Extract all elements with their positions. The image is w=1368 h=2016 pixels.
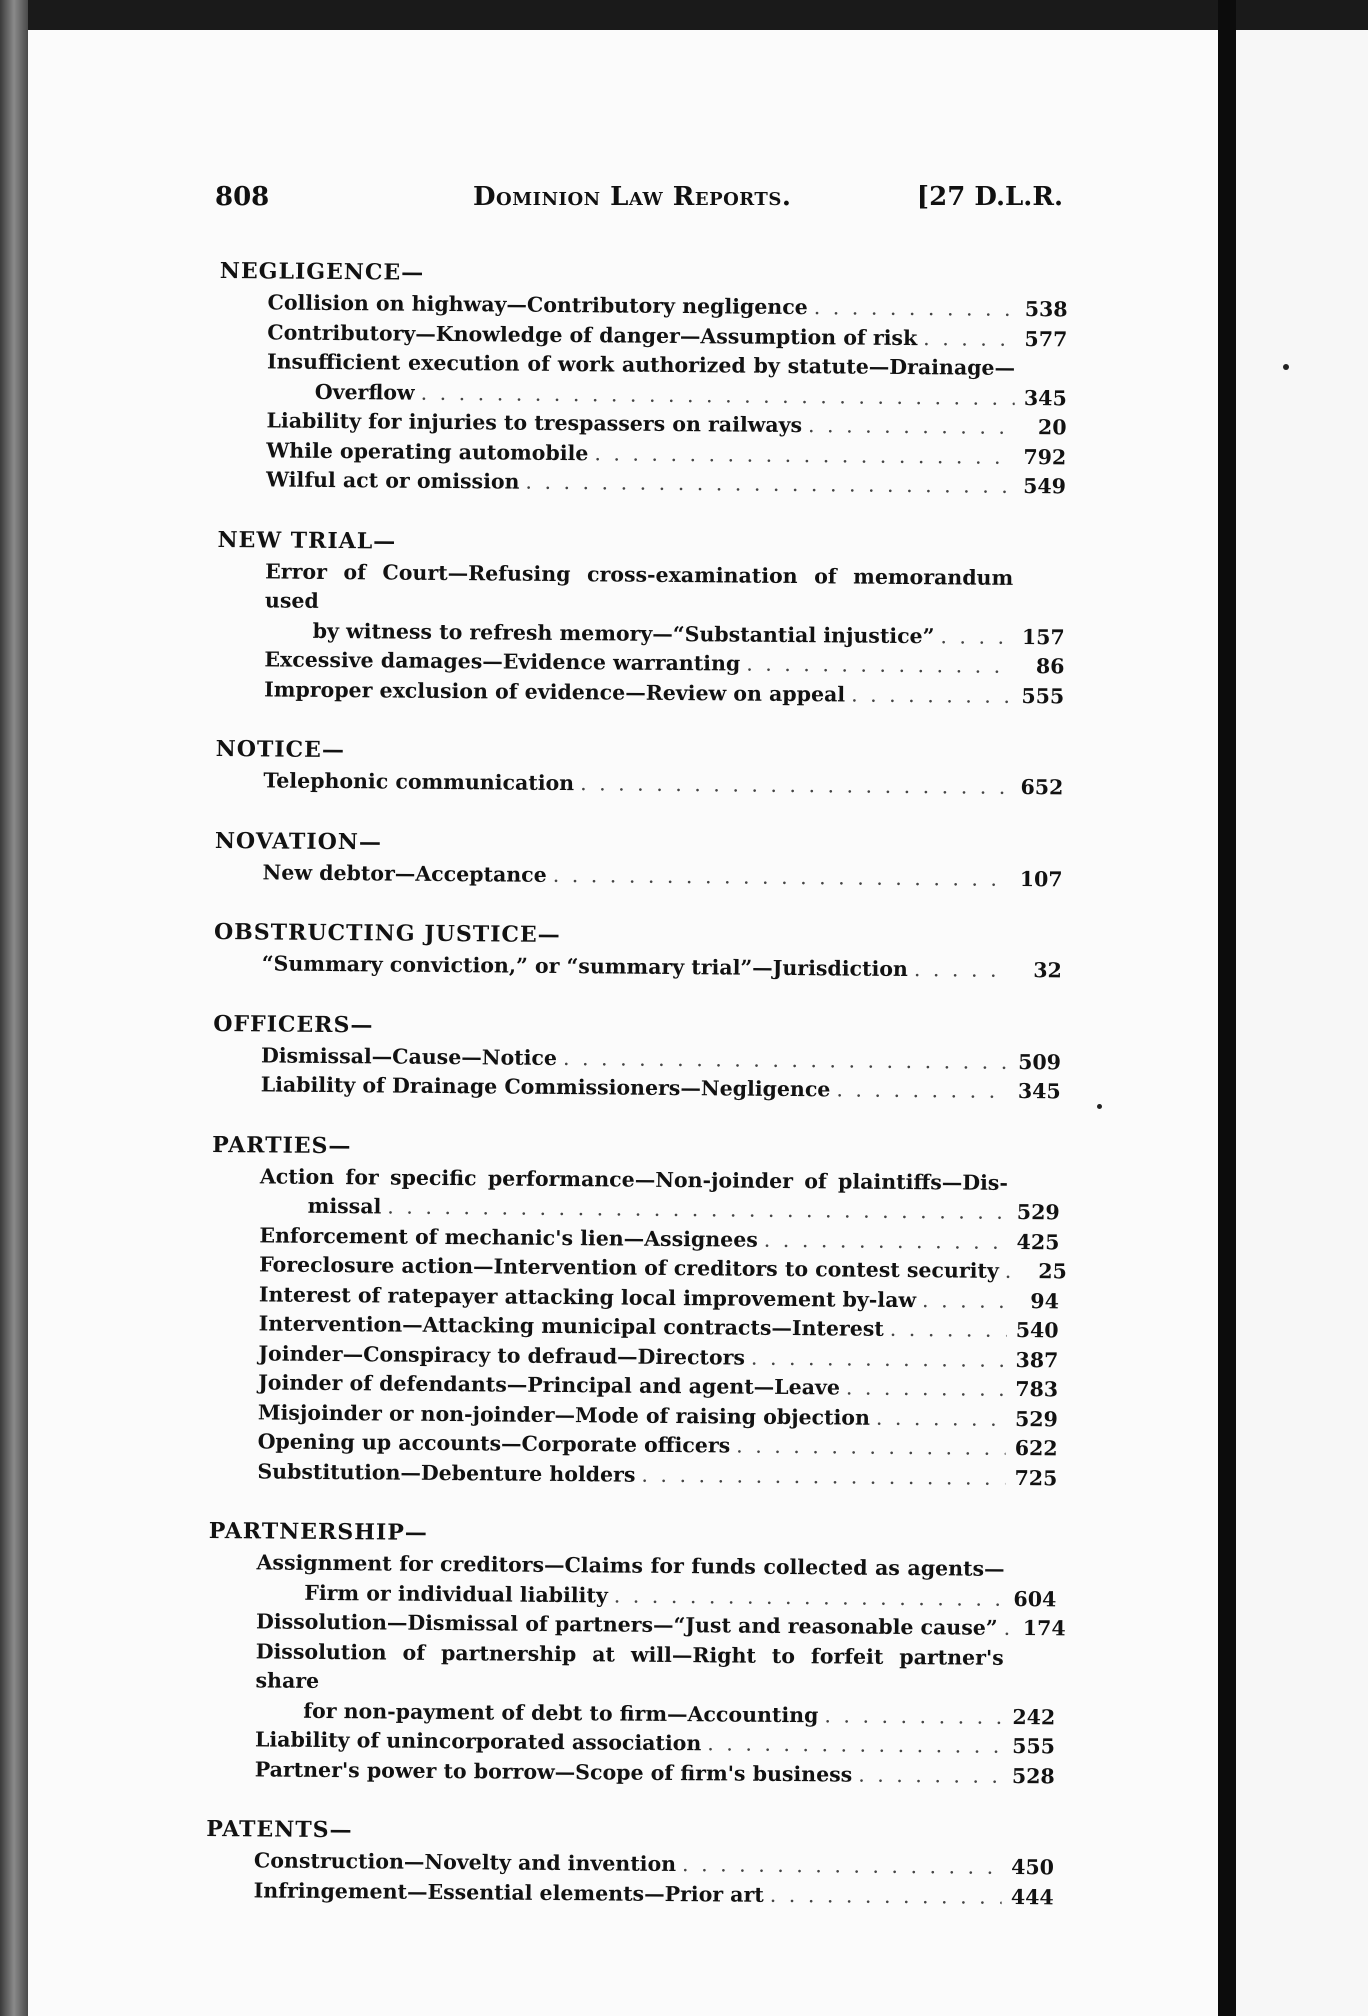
page-reference: 555 [1021, 683, 1065, 708]
dot-leader [614, 1581, 1005, 1614]
entry-text: Dissolution—Dismissal of partners—“Just and reasonable cause” [255, 1609, 998, 1640]
dot-leader [751, 1343, 1007, 1375]
entry-text: Misjoinder or non-joinder—Mode of raising objection [257, 1399, 871, 1430]
page-reference: 345 [1017, 1078, 1061, 1104]
index-section [214, 823, 1063, 894]
entry-text: Partner's power to borrow—Scope of firm's business [254, 1756, 853, 1787]
page-reference: 425 [1016, 1229, 1060, 1254]
facing-page-edge [1236, 30, 1368, 2016]
index-section [216, 522, 1066, 711]
page-reference: 528 [1011, 1763, 1055, 1788]
dot-leader [922, 1286, 1007, 1316]
section-heading: PATENTS— [206, 1815, 353, 1844]
index-section [209, 1127, 1067, 1493]
volume-reference: [27 D.L.R. [916, 182, 1063, 212]
index-entry [209, 1456, 1057, 1493]
section-heading: NEW TRIAL— [217, 526, 397, 555]
index-section [214, 915, 1063, 986]
index-section [213, 1006, 1062, 1106]
entry-text: Telephonic communication [263, 768, 575, 796]
dot-leader [890, 1315, 1007, 1346]
entry-text: missal [307, 1193, 382, 1219]
page-reference: 725 [1014, 1465, 1058, 1490]
dot-leader [641, 1460, 1005, 1493]
page-reference: 540 [1015, 1317, 1059, 1343]
entry-text: Liability of Drainage Commissioners—Negligence [260, 1072, 831, 1102]
index-entry [215, 766, 1063, 803]
ink-speck [1097, 1104, 1102, 1109]
entry-text: Improper exclusion of evidence—Review on appeal [264, 676, 846, 706]
page-reference: 538 [1024, 297, 1068, 322]
index-entry [208, 1548, 1056, 1614]
entry-text: Infringement—Essential elements—Prior art [253, 1877, 764, 1907]
index-entry [214, 857, 1062, 894]
entry-text: Foreclosure action—Intervention of creditors to contest security [259, 1252, 999, 1283]
index-entry [207, 1636, 1056, 1732]
dot-leader [746, 650, 1012, 682]
dot-leader [563, 1044, 1009, 1077]
section-heading: NOVATION— [214, 827, 383, 855]
entry-text: Construction—Novelty and invention [253, 1848, 677, 1877]
index-section [207, 1514, 1066, 1791]
entry-text: Contributory—Knowledge of danger—Assumption of risk [267, 319, 918, 350]
page-reference: 86 [1035, 654, 1065, 679]
entry-text: Action for specific performance—Non-joinder of plaintiffs—Dis- [259, 1163, 1009, 1195]
page-reference: 622 [1014, 1435, 1058, 1461]
page-reference: 107 [1019, 866, 1063, 891]
page-reference: 32 [1033, 958, 1062, 983]
page-reference: 444 [1010, 1884, 1054, 1909]
dot-leader [770, 1880, 1002, 1912]
entry-text: “Summary conviction,” or “summary trial”—Jurisdiction [261, 951, 909, 982]
index-section [206, 1812, 1055, 1912]
entry-text: Enforcement of mechanic's lien—Assignees [259, 1222, 758, 1252]
page-reference: 577 [1024, 326, 1068, 351]
entry-text: Opening up accounts—Corporate officers [257, 1429, 731, 1458]
running-title: Dominion Law Reports. [473, 182, 792, 212]
dot-leader [764, 1225, 1008, 1257]
dot-leader [525, 468, 1014, 502]
dot-leader [876, 1403, 1006, 1434]
dot-leader [580, 769, 1012, 802]
entry-text: Intervention—Attacking municipal contracts—Interest [258, 1311, 884, 1341]
index-section [218, 254, 1068, 502]
page-reference: 345 [1023, 385, 1067, 410]
page-reference: 450 [1011, 1854, 1055, 1880]
entry-text: for non-payment of debt to firm—Accounting [303, 1698, 819, 1727]
entry-text: Liability for injuries to trespassers on railways [266, 408, 803, 438]
entry-text: Dissolution of partnership at will—Right to forfeit partner's share [255, 1638, 1004, 1693]
subject-index [205, 254, 1068, 1940]
dot-leader [858, 1760, 1003, 1791]
page-reference: 94 [1030, 1288, 1060, 1313]
index-section [215, 732, 1064, 803]
page-reference: 555 [1012, 1733, 1056, 1759]
dot-leader [1005, 1257, 1015, 1287]
dot-leader [914, 955, 1010, 985]
dot-leader [682, 1850, 1002, 1882]
page-reference: 157 [1021, 624, 1065, 649]
entry-text: by witness to refresh memory—“Substantial injustice” [312, 618, 935, 648]
entry-text: Joinder—Conspiracy to defraud—Directors [258, 1340, 746, 1370]
page-reference: 529 [1014, 1406, 1058, 1431]
entry-text: Wilful act or omission [265, 467, 520, 494]
dot-leader [707, 1729, 1003, 1761]
dot-leader [553, 860, 1011, 893]
page-reference: 792 [1023, 444, 1067, 469]
entry-text: Overflow [314, 379, 415, 405]
page-reference: 242 [1012, 1704, 1056, 1729]
section-heading: OFFICERS— [213, 1010, 374, 1038]
entry-text: Interest of ratepayer attacking local improvement by-law [258, 1281, 917, 1312]
dot-leader [814, 293, 1016, 324]
index-entry [219, 347, 1067, 413]
section-heading: NOTICE— [215, 735, 346, 764]
entry-text: Dismissal—Cause—Notice [260, 1042, 558, 1070]
section-heading: NEGLIGENCE— [219, 257, 425, 286]
dot-leader [923, 324, 1015, 354]
index-entry [207, 1754, 1055, 1791]
page-reference: 652 [1020, 775, 1064, 800]
page-reference: 529 [1016, 1199, 1060, 1225]
page-reference: 549 [1023, 474, 1067, 499]
page-reference: 783 [1015, 1376, 1059, 1402]
page-reference: 174 [1022, 1616, 1066, 1641]
index-entry [213, 1070, 1061, 1107]
dot-leader [846, 1374, 1006, 1405]
page-reference: 509 [1018, 1049, 1062, 1074]
ink-speck [1283, 364, 1289, 370]
index-entry [218, 465, 1066, 502]
entry-text: Insufficient execution of work authorized by statute—Drainage— [266, 349, 1016, 380]
entry-text: Collision on highway—Contributory negligence [267, 290, 808, 320]
dot-leader [1004, 1614, 1014, 1644]
page-reference: 25 [1038, 1259, 1067, 1284]
page-header [215, 182, 1063, 218]
dot-leader [836, 1075, 1009, 1106]
dot-leader [940, 622, 1012, 652]
entry-text: While operating automobile [266, 437, 589, 465]
page-gutter [1218, 0, 1236, 2016]
entry-text: Liability of unincorporated association [254, 1727, 702, 1756]
page-reference: 387 [1015, 1347, 1059, 1372]
entry-text: Assignment for creditors—Claims for funds collected as agents— [256, 1550, 1005, 1581]
book-spine-edge [0, 0, 28, 2016]
index-entry [212, 1161, 1060, 1227]
entry-text: Excessive damages—Evidence warranting [264, 647, 741, 676]
index-entry [214, 949, 1062, 986]
entry-text: Error of Court—Refusing cross-examination of memorandum used [264, 558, 1014, 613]
section-heading: OBSTRUCTING JUSTICE— [213, 918, 561, 948]
dot-leader [736, 1432, 1006, 1464]
index-entry [216, 674, 1064, 711]
index-entry [217, 556, 1066, 652]
section-heading: PARTNERSHIP— [208, 1517, 428, 1546]
entry-text: Substitution—Debenture holders [257, 1458, 636, 1487]
entry-text: New debtor—Acceptance [262, 859, 547, 887]
section-heading: PARTIES— [212, 1131, 352, 1159]
index-entry [206, 1875, 1054, 1912]
dot-leader [808, 411, 1015, 442]
dot-leader [594, 439, 1014, 472]
page-reference: 20 [1037, 415, 1067, 440]
dot-leader [824, 1701, 1003, 1732]
entry-text: Joinder of defendants—Principal and agent—Leave [258, 1370, 841, 1400]
dot-leader [851, 680, 1012, 711]
page-reference: 604 [1013, 1586, 1057, 1611]
entry-text: Firm or individual liability [304, 1580, 608, 1607]
page-number: 808 [215, 182, 270, 212]
